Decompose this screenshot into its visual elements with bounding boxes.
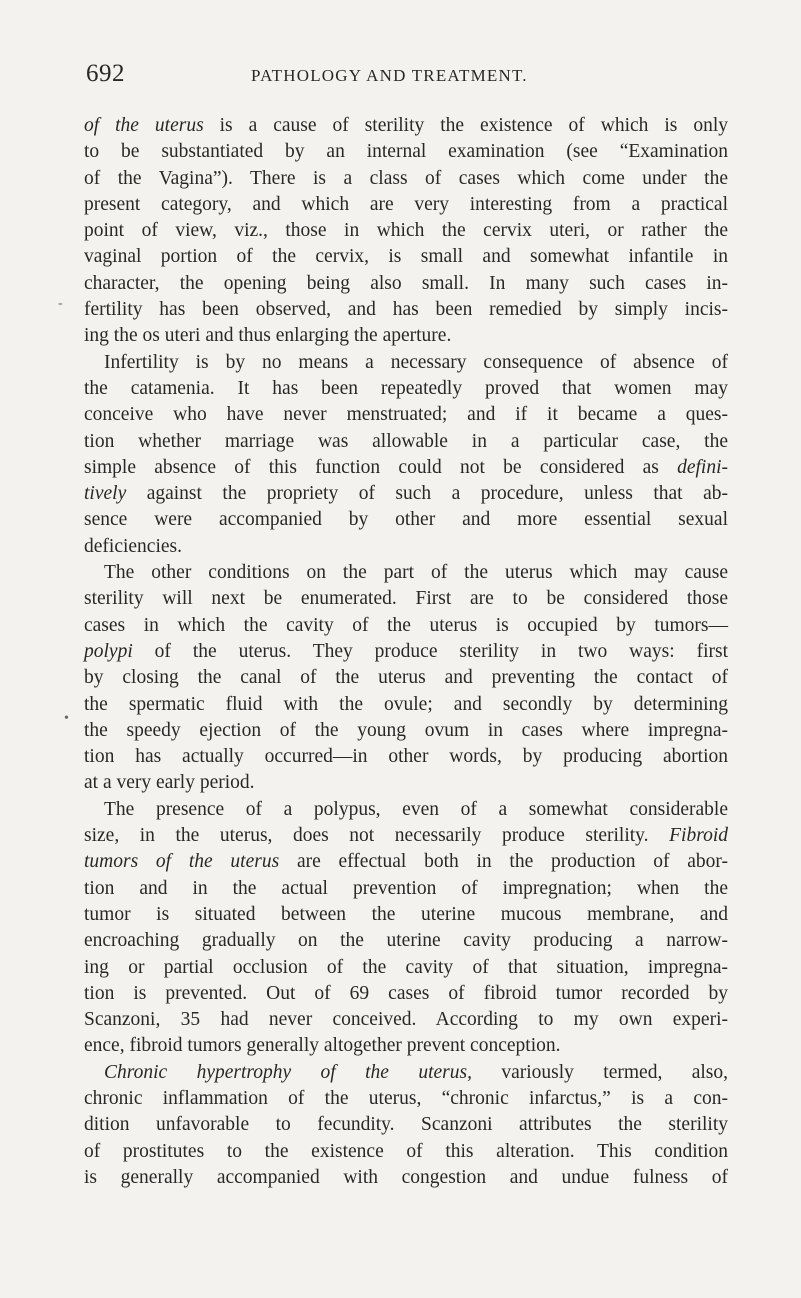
text-line xyxy=(84,139,728,165)
text-line xyxy=(84,429,728,455)
text-line xyxy=(84,665,728,691)
text-line xyxy=(84,402,728,428)
italic-text: tively xyxy=(84,483,127,505)
margin-dash-mark: - xyxy=(58,296,63,311)
text-run: dition unfavorable to fecundity. Scanzoni attributes the sterility xyxy=(84,1114,728,1136)
text-run: ing the os uteri and thus enlarging the aperture. xyxy=(84,325,452,347)
body-text xyxy=(84,113,728,1191)
text-run: to be substantiated by an internal examination (see “Examination xyxy=(84,141,728,163)
text-line xyxy=(84,376,728,402)
text-run: character, the opening being also small. In many such cases in- xyxy=(84,272,728,294)
text-line xyxy=(84,744,728,770)
text-line xyxy=(84,297,728,323)
text-run: the spermatic fluid with the ovule; and secondly by determining xyxy=(84,693,728,715)
italic-text: polypi xyxy=(84,640,133,662)
text-run: tion has actually occurred—in other words, by producing abortion xyxy=(84,746,728,768)
text-line xyxy=(84,586,728,612)
text-run: are effectual both in the production of abor- xyxy=(279,851,728,873)
text-run: present category, and which are very interesting from a practical xyxy=(84,193,728,215)
text-run: against the propriety of such a procedure, unless that ab- xyxy=(126,483,728,505)
text-run: encroaching gradually on the uterine cavity producing a narrow- xyxy=(84,930,728,952)
text-line xyxy=(84,218,728,244)
text-line xyxy=(84,166,728,192)
italic-text: Fibroid xyxy=(669,825,728,847)
text-line xyxy=(84,1007,728,1033)
page-number: 692 xyxy=(86,60,125,87)
text-run: is generally accompanied with congestion and undue fulness of xyxy=(84,1166,728,1188)
running-head: PATHOLOGY AND TREATMENT. xyxy=(251,66,528,85)
text-line xyxy=(84,823,728,849)
text-run: the catamenia. It has been repeatedly proved that women may xyxy=(84,377,728,399)
text-run: fertility has been observed, and has been remedied by simply incis- xyxy=(84,299,728,321)
text-run: sence were accompanied by other and more essential sexual xyxy=(84,509,728,531)
text-run: tion is prevented. Out of 69 cases of fibroid tumor recorded by xyxy=(84,982,728,1004)
italic-text: Chronic hypertrophy of the uterus, xyxy=(104,1061,472,1083)
text-run: of the Vagina”). There is a class of cases which come under the xyxy=(84,167,728,189)
text-line xyxy=(84,1033,728,1059)
text-run: variously termed, also, xyxy=(471,1061,728,1083)
text-line xyxy=(84,1060,728,1086)
text-run: tumor is situated between the uterine mucous membrane, and xyxy=(84,903,728,925)
text-run: tion and in the actual prevention of impregnation; when the xyxy=(84,877,728,899)
text-line xyxy=(84,244,728,270)
text-line xyxy=(84,797,728,823)
text-run: of the uterus. They produce sterility in two ways: first xyxy=(132,640,728,662)
text-run: vaginal portion of the cervix, is small and somewhat infantile in xyxy=(84,246,728,268)
text-run: ing or partial occlusion of the cavity of that situation, impregna- xyxy=(84,956,728,978)
text-run: at a very early period. xyxy=(84,772,255,794)
italic-text: of the uterus xyxy=(84,115,204,136)
text-run: point of view, viz., those in which the cervix uteri, or rather the xyxy=(84,220,728,242)
text-line xyxy=(84,1139,728,1165)
text-run: sterility will next be enumerated. First are to be considered those xyxy=(84,588,728,610)
italic-text: defini- xyxy=(677,456,728,478)
text-line xyxy=(84,350,728,376)
text-run: tion whether marriage was allowable in a particular case, the xyxy=(84,430,728,452)
text-line xyxy=(84,560,728,586)
text-line xyxy=(84,192,728,218)
text-line xyxy=(84,113,728,139)
text-run: The other conditions on the part of the uterus which may cause xyxy=(104,562,728,584)
text-run: Scanzoni, 35 had never conceived. According to my own experi- xyxy=(84,1009,728,1031)
text-line xyxy=(84,1086,728,1112)
italic-text: tumors of the uterus xyxy=(84,851,280,873)
text-line xyxy=(84,770,728,796)
text-run: by closing the canal of the uterus and preventing the contact of xyxy=(84,667,728,689)
text-run: Infertility is by no means a necessary consequence of absence of xyxy=(104,351,728,373)
text-line xyxy=(84,718,728,744)
text-run: size, in the uterus, does not necessarily produce sterility. xyxy=(84,825,670,847)
text-run: ence, fibroid tumors generally altogether prevent conception. xyxy=(84,1035,561,1057)
text-line xyxy=(84,507,728,533)
text-line xyxy=(84,849,728,875)
text-run: simple absence of this function could not be considered as xyxy=(84,456,678,478)
text-run: deficiencies. xyxy=(84,535,182,557)
text-line xyxy=(84,323,728,349)
text-run: chronic inflammation of the uterus, “chronic infarctus,” is a con- xyxy=(84,1087,728,1109)
text-line xyxy=(84,902,728,928)
text-run: the speedy ejection of the young ovum in cases where impregna- xyxy=(84,719,728,741)
margin-dot-mark: • xyxy=(64,711,69,726)
page-header xyxy=(86,60,730,88)
text-line xyxy=(84,692,728,718)
text-line xyxy=(84,928,728,954)
text-line xyxy=(84,534,728,560)
text-line xyxy=(84,613,728,639)
text-run: of prostitutes to the existence of this alteration. This condition xyxy=(84,1140,728,1162)
text-line xyxy=(84,455,728,481)
text-line xyxy=(84,955,728,981)
text-line xyxy=(84,981,728,1007)
text-run: cases in which the cavity of the uterus is occupied by tumors— xyxy=(84,614,728,636)
text-line xyxy=(84,1112,728,1138)
text-run: conceive who have never menstruated; and if it became a ques- xyxy=(84,404,728,426)
text-line xyxy=(84,271,728,297)
text-line xyxy=(84,876,728,902)
text-run: is a cause of sterility the existence of which is only xyxy=(203,115,728,136)
text-run: The presence of a polypus, even of a somewhat considerable xyxy=(104,798,728,820)
text-line xyxy=(84,1165,728,1191)
text-line xyxy=(84,481,728,507)
text-line xyxy=(84,639,728,665)
